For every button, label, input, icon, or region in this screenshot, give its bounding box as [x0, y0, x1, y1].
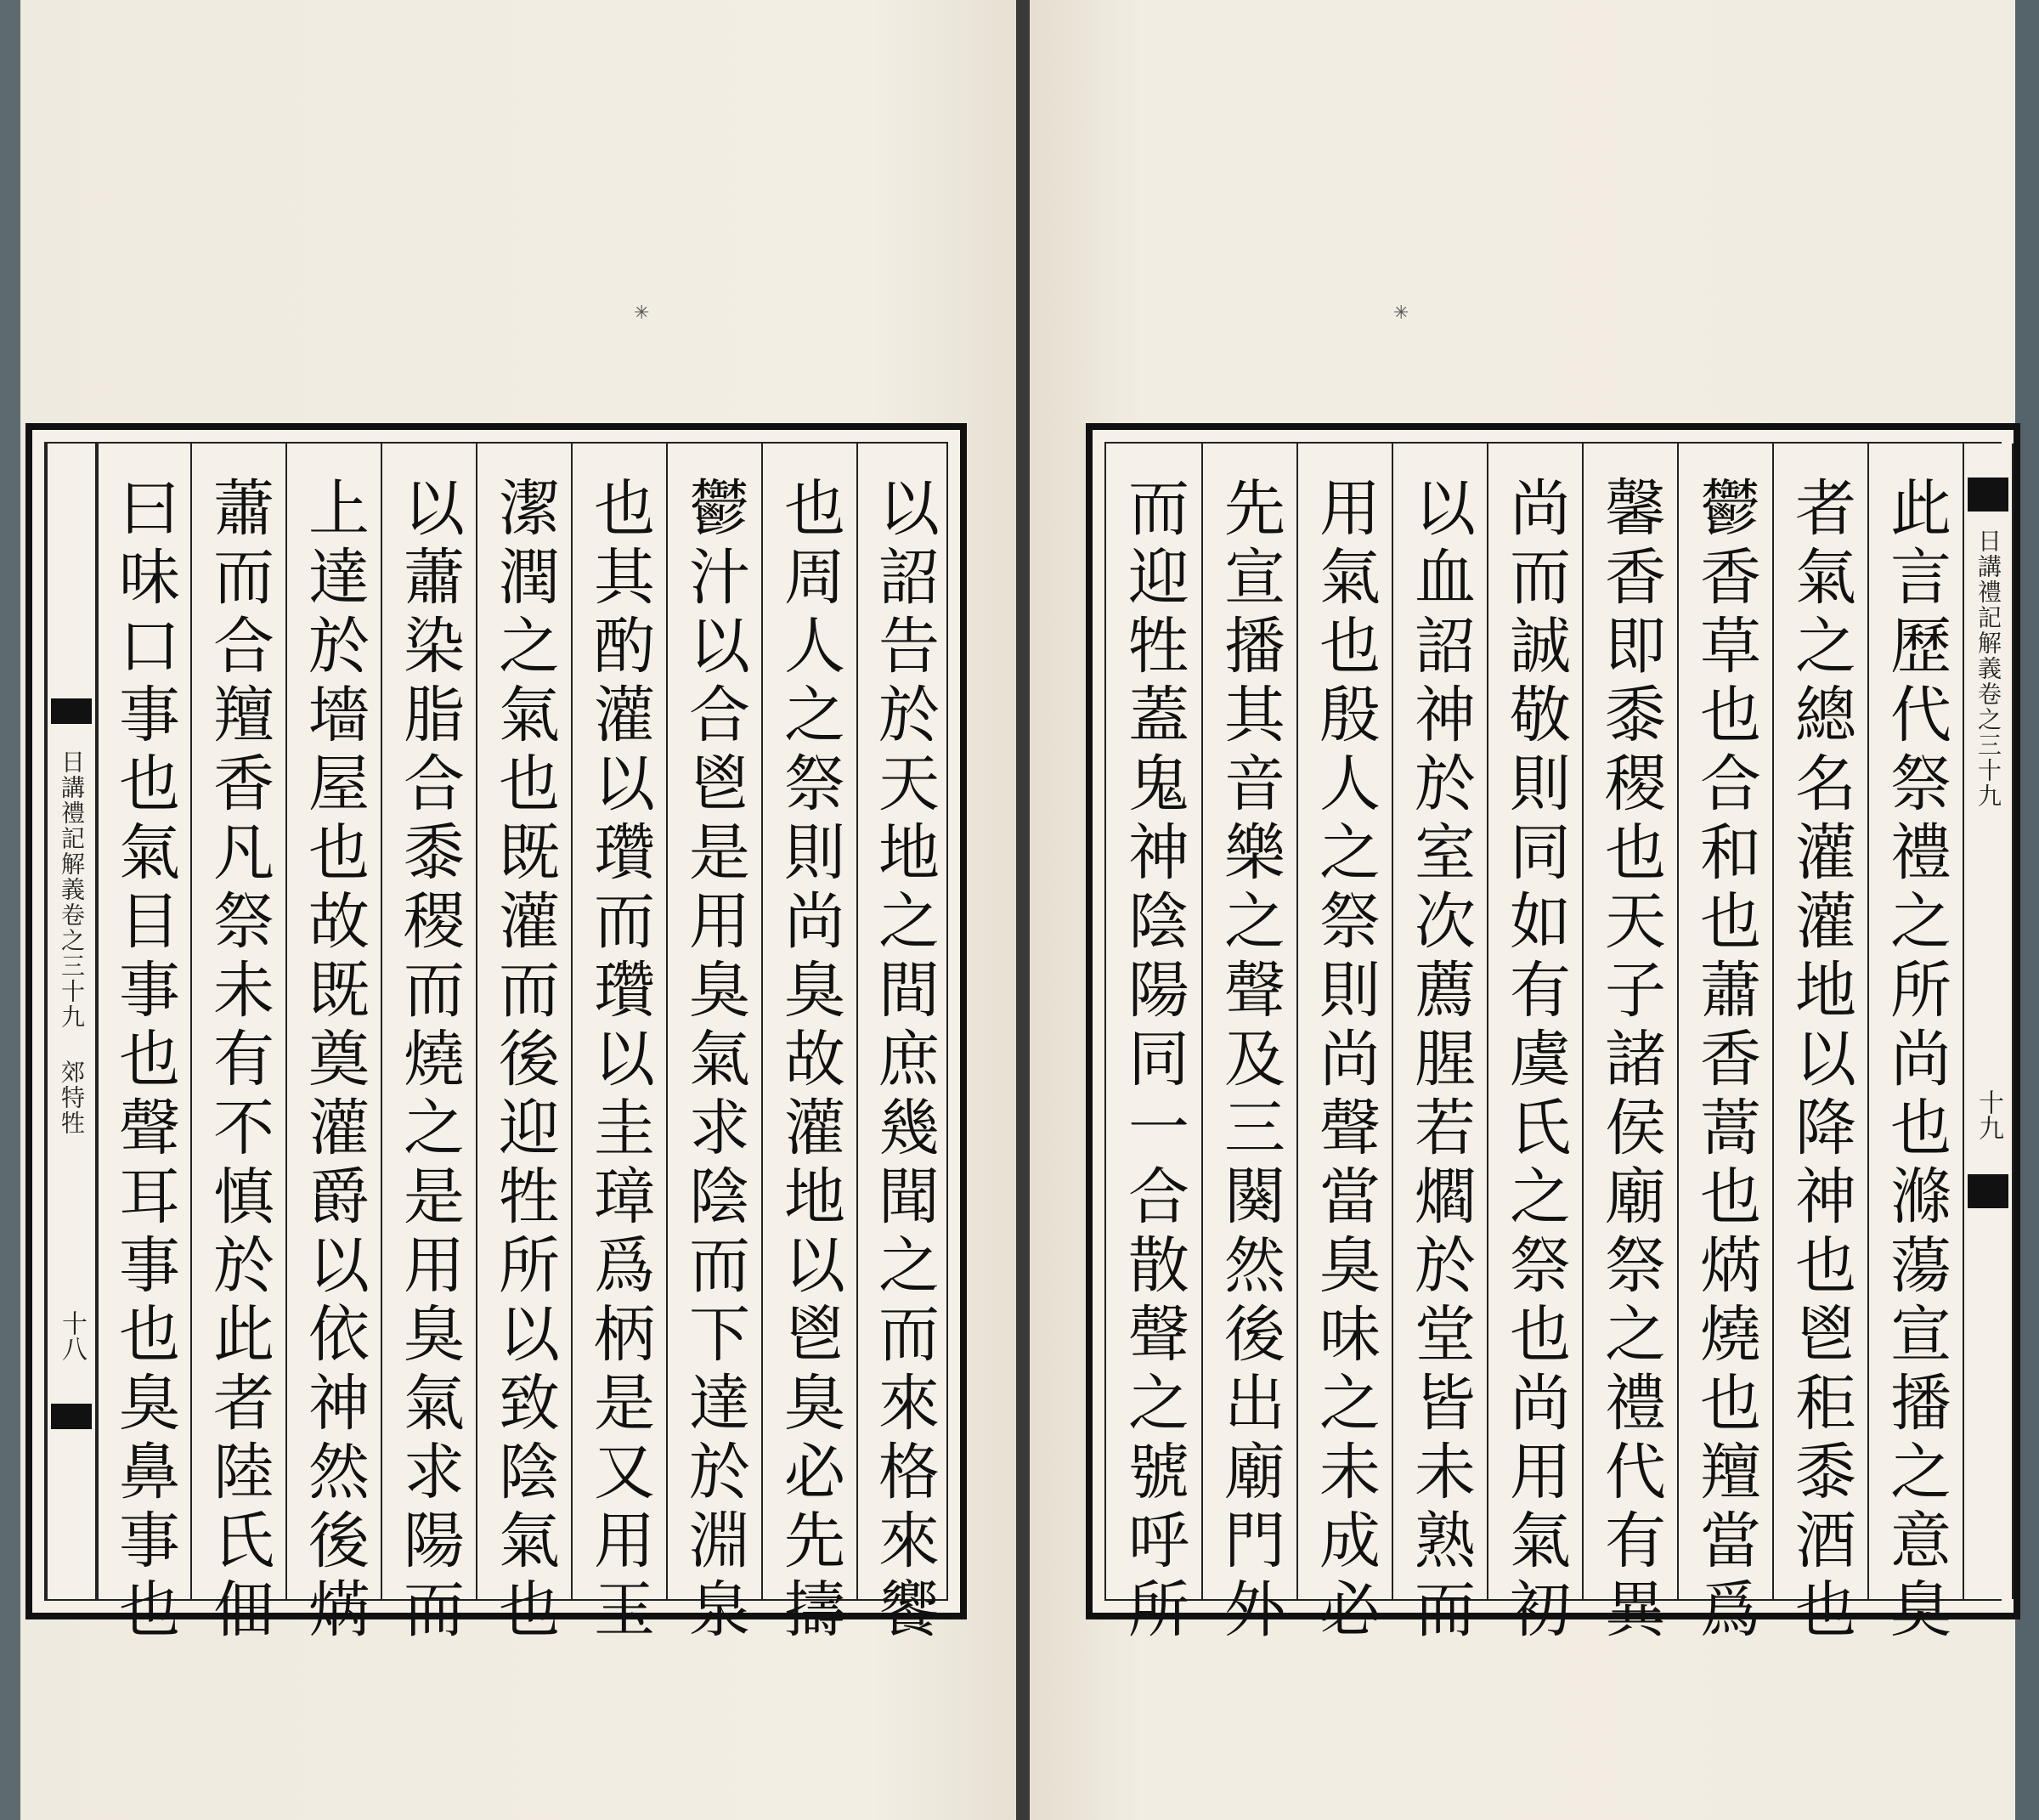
- text-column: 以詔告於天地之間庶幾聞之而來格來饗: [856, 444, 950, 1599]
- band-mark: [1968, 478, 2008, 512]
- text-column: 用氣也殷人之祭則尚聲當臭味之未成必: [1296, 444, 1392, 1599]
- left-edge: [0, 0, 20, 1820]
- text-column: 以蕭染脂合黍稷而燒之是用臭氣求陽而: [381, 444, 476, 1599]
- text-column: 馨香即黍稷也天子諸侯廟祭之禮代有異: [1582, 444, 1677, 1599]
- text-column: 上達於墻屋也故既奠灌爵以依神然後焫: [285, 444, 381, 1599]
- text-column: 也周人之祭則尚臭故灌地以鬯臭必先擣: [761, 444, 856, 1599]
- text-column: 也其酌灌以瓚而瓚以圭璋爲柄是又用玉: [571, 444, 666, 1599]
- text-column: 先宣播其音樂之聲及三闋然後出廟門外: [1201, 444, 1296, 1599]
- band-mark: [1968, 1174, 2008, 1208]
- band-mark: [51, 1404, 92, 1429]
- text-column: 蕭而合羶香凡祭未有不慎於此者陸氏佃: [190, 444, 285, 1599]
- text-column: 鬱香草也合和也蕭香蒿也焫燒也羶當爲: [1677, 444, 1772, 1599]
- margin-title: 日講禮記解義卷之三十九: [1974, 528, 2002, 809]
- folio-number: 十八: [57, 1310, 87, 1361]
- book-gutter: [1016, 0, 1030, 1820]
- text-column: 鬱汁以合鬯是用臭氣求陰而下達於淵泉: [666, 444, 761, 1599]
- left-column-grid: [44, 442, 948, 1646]
- folio-number: 十九: [1974, 1089, 2003, 1140]
- paper-speck: ✳: [1393, 302, 1409, 324]
- text-column: 尚而誠敬則同如有虞氏之祭也尚用氣初: [1487, 444, 1582, 1599]
- text-column: 者氣之總名灌灌地以降神也鬯秬黍酒也: [1772, 444, 1867, 1599]
- right-column-grid: [1104, 442, 2003, 1646]
- right-text-frame: [1086, 423, 2020, 1646]
- left-text-frame: [25, 423, 967, 1646]
- band-mark: [51, 698, 92, 724]
- text-column: 以血詔神於室次薦腥若爓於堂皆未熟而: [1392, 444, 1487, 1599]
- text-column: 此言歷代祭禮之所尚也滌蕩宣播之意臭: [1867, 444, 1963, 1599]
- right-margin-band: [1963, 444, 2014, 1599]
- paper-speck: ✳: [634, 302, 650, 324]
- margin-title: 日講禮記解義卷之三十九 郊特牲: [58, 749, 86, 1136]
- text-column: 潔潤之氣也既灌而後迎牲所以致陰氣也: [476, 444, 571, 1599]
- text-column: 而迎牲蓋鬼神陰陽同一合散聲之號呼所: [1118, 476, 1189, 1646]
- text-column: 曰味口事也氣目事也聲耳事也臭鼻事也: [97, 444, 190, 1599]
- left-margin-band: [46, 444, 97, 1599]
